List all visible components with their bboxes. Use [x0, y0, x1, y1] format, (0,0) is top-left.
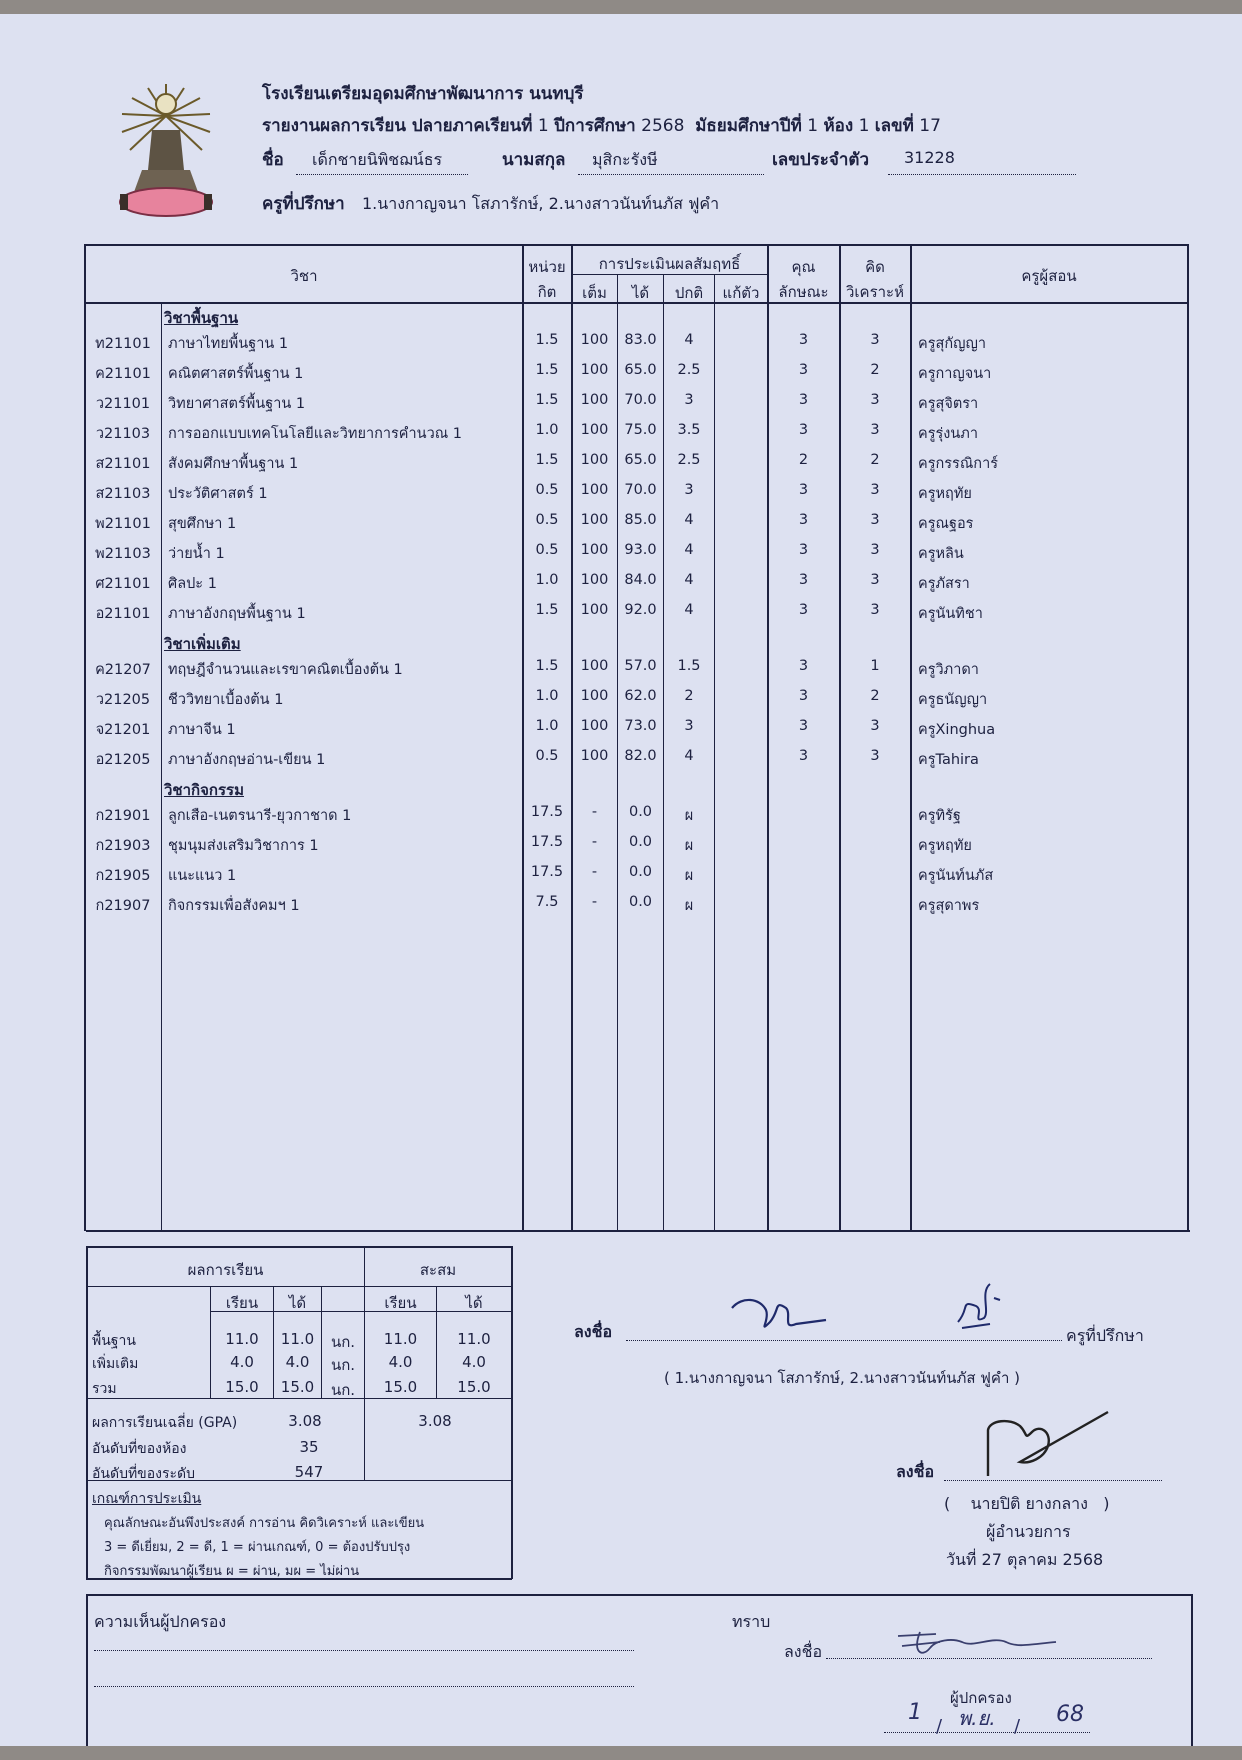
- credit: 1.0: [535, 572, 559, 588]
- gpa-value: 3.08: [288, 1412, 322, 1430]
- credit: 1.5: [535, 362, 559, 378]
- summary-got: 11.0: [280, 1330, 315, 1348]
- credit: 1.5: [535, 392, 559, 408]
- teacher: ครูกรรณิการ์: [918, 456, 999, 472]
- grade: 3: [684, 718, 694, 734]
- subject-code: พ21101: [95, 516, 151, 532]
- summary-unit: นก.: [330, 1333, 356, 1351]
- grade: 3: [684, 482, 694, 498]
- summary-study: 15.0: [225, 1378, 259, 1396]
- full-score: 100: [580, 748, 609, 764]
- subject-code: จ21201: [95, 722, 151, 738]
- characteristic: 3: [798, 392, 809, 408]
- advisor-names: 1.นางกาญจนา โสภารักษ์, 2.นางสาวนันท์นภัส ฟูคำ: [362, 194, 720, 213]
- teacher: ครูธนัญญา: [918, 692, 988, 708]
- header-fix: แก้ตัว: [722, 284, 760, 302]
- subject-code: อ21205: [95, 752, 151, 768]
- characteristic: 3: [798, 602, 809, 618]
- characteristic: 2: [798, 452, 809, 468]
- header-think-1: คิด: [865, 258, 885, 276]
- summary-study-header: เรียน: [225, 1294, 259, 1312]
- score: 70.0: [624, 392, 657, 408]
- level-rank-value: 547: [294, 1463, 324, 1481]
- advisor-sign-label: ลงชื่อ: [574, 1322, 613, 1341]
- level-rank-label: อันดับที่ของระดับ: [92, 1466, 196, 1482]
- teacher: ครูTahira: [918, 752, 979, 768]
- full-score: -: [591, 864, 598, 880]
- summary-unit: นก.: [330, 1381, 356, 1399]
- credit: 17.5: [530, 804, 564, 820]
- characteristic: 3: [798, 688, 809, 704]
- characteristic: 3: [798, 512, 809, 528]
- thinking: 2: [870, 362, 880, 378]
- thinking: 3: [870, 748, 880, 764]
- section-title: วิชากิจกรรม: [164, 781, 244, 799]
- grade: 3: [684, 392, 694, 408]
- characteristic: 3: [798, 572, 809, 588]
- subject-code: ว21205: [95, 692, 151, 708]
- full-score: 100: [580, 482, 609, 498]
- subject-code: ก21905: [95, 868, 151, 884]
- criteria-title: เกณฑ์การประเมิน: [92, 1491, 202, 1507]
- thinking: 3: [870, 482, 880, 498]
- advisor-label: ครูที่ปรึกษา: [262, 194, 345, 214]
- score: 93.0: [624, 542, 657, 558]
- thinking: 3: [870, 602, 880, 618]
- parent-date-year: 68: [1056, 1702, 1084, 1727]
- subject-name: ว่ายน้ำ 1: [168, 546, 225, 562]
- score: 65.0: [624, 362, 657, 378]
- score: 65.0: [624, 452, 657, 468]
- thinking: 3: [870, 572, 880, 588]
- subject-name: ภาษาอังกฤษอ่าน-เขียน 1: [168, 752, 326, 768]
- characteristic: 3: [798, 748, 809, 764]
- credit: 7.5: [535, 894, 559, 910]
- teacher: ครูสุกัญญา: [918, 336, 986, 352]
- advisor-role: ครูที่ปรึกษา: [1066, 1326, 1144, 1345]
- subject-code: ว21101: [95, 396, 151, 412]
- summary-study: 11.0: [225, 1330, 259, 1348]
- student-surname: มุสิกะรังษี: [592, 150, 658, 169]
- characteristic: 3: [798, 422, 809, 438]
- summary-acc-study-header: เรียน: [384, 1294, 417, 1312]
- summary-acc-got: 15.0: [457, 1378, 491, 1396]
- header-subject: วิชา: [290, 267, 318, 285]
- credit: 1.5: [535, 602, 559, 618]
- teacher: ครูณฐอร: [918, 516, 974, 532]
- score: 0.0: [628, 834, 653, 850]
- thinking: 3: [870, 392, 880, 408]
- score: 84.0: [624, 572, 657, 588]
- grade: 3.5: [677, 422, 701, 438]
- thinking: 3: [870, 422, 880, 438]
- full-score: 100: [580, 392, 609, 408]
- grade: 4: [684, 542, 694, 558]
- teacher: ครูสุดาพร: [918, 898, 980, 914]
- surname-label: นามสกุล: [502, 150, 566, 170]
- summary-accum-header: สะสม: [419, 1261, 457, 1279]
- student-name: เด็กชายนิพิชฌน์ธร: [312, 150, 443, 169]
- header-normal: ปกติ: [674, 284, 704, 302]
- grade: ผ: [684, 808, 694, 824]
- thinking: 1: [870, 658, 880, 674]
- teacher: ครูนันท์นภัส: [918, 868, 994, 884]
- summary-acc-study: 11.0: [383, 1330, 418, 1348]
- header-char-1: คุณ: [791, 258, 816, 276]
- score: 73.0: [624, 718, 657, 734]
- date-separator: /: [1014, 1716, 1021, 1737]
- subject-code: อ21101: [95, 606, 151, 622]
- advisor-sign-names: ( 1.นางกาญจนา โสภารักษ์, 2.นางสาวนันท์นภัส ฟูคำ ): [664, 1369, 1021, 1387]
- credit: 1.0: [535, 422, 559, 438]
- header-credit-1: หน่วย: [528, 258, 566, 276]
- subject-code: ว21103: [95, 426, 151, 442]
- id-label: เลขประจำตัว: [772, 150, 869, 170]
- teacher: ครูทิรัฐ: [918, 808, 961, 824]
- full-score: 100: [580, 332, 609, 348]
- teacher: ครูหฤทัย: [918, 486, 972, 502]
- credit: 17.5: [530, 864, 564, 880]
- summary-acc-got: 11.0: [457, 1330, 491, 1348]
- header-teacher: ครูผู้สอน: [1021, 267, 1077, 285]
- subject-name: การออกแบบเทคโนโลยีและวิทยาการคำนวณ 1: [168, 426, 462, 442]
- subject-name: ภาษาไทยพื้นฐาน 1: [168, 336, 289, 352]
- subject-name: ประวัติศาสตร์ 1: [168, 486, 268, 502]
- class-rank-label: อันดับที่ของห้อง: [92, 1441, 187, 1457]
- student-id: 31228: [904, 148, 955, 167]
- subject-code: ก21907: [95, 898, 151, 914]
- characteristic: 3: [798, 658, 809, 674]
- director-name: ( นายปิติ ยางกลาง ): [944, 1494, 1110, 1513]
- summary-acc-study: 15.0: [383, 1378, 418, 1396]
- teacher: ครูสุจิตรา: [918, 396, 979, 412]
- teacher: ครูXinghua: [918, 722, 996, 738]
- header-got: ได้: [631, 284, 650, 302]
- section-title: วิชาพื้นฐาน: [164, 309, 239, 327]
- header-char-2: ลักษณะ: [778, 283, 829, 301]
- subject-name: ภาษาอังกฤษพื้นฐาน 1: [168, 606, 306, 622]
- subject-name: ศิลปะ 1: [168, 576, 217, 592]
- score: 62.0: [624, 688, 657, 704]
- subject-name: ชีววิทยาเบื้องต้น 1: [168, 692, 284, 708]
- thinking: 3: [870, 718, 880, 734]
- class-rank-value: 35: [299, 1438, 319, 1456]
- report-date: วันที่ 27 ตุลาคม 2568: [946, 1550, 1104, 1569]
- parent-ack-label: ทราบ: [732, 1612, 771, 1631]
- thinking: 2: [870, 688, 880, 704]
- full-score: 100: [580, 542, 609, 558]
- teacher: ครูรุ่งนภา: [918, 426, 978, 442]
- director-sign-label: ลงชื่อ: [896, 1462, 935, 1481]
- subject-name: ชุมนุมส่งเสริมวิชาการ 1: [168, 838, 319, 854]
- header-credit-2: กิต: [537, 283, 557, 301]
- credit: 1.5: [535, 332, 559, 348]
- subject-name: สุขศึกษา 1: [168, 516, 237, 532]
- summary-study: 4.0: [230, 1353, 254, 1371]
- credit: 1.0: [535, 718, 559, 734]
- grade: ผ: [684, 898, 694, 914]
- summary-result-header: ผลการเรียน: [187, 1261, 264, 1279]
- subject-code: พ21103: [95, 546, 151, 562]
- credit: 0.5: [535, 542, 559, 558]
- characteristic: 3: [798, 482, 809, 498]
- score: 0.0: [628, 894, 653, 910]
- school-name: โรงเรียนเตรียมอุดมศึกษาพัฒนาการ นนทบุรี: [262, 84, 584, 104]
- subject-code: ค21207: [95, 662, 151, 678]
- teacher: ครูหฤทัย: [918, 838, 972, 854]
- grade: 4: [684, 748, 694, 764]
- grade: ผ: [684, 838, 694, 854]
- report-title: รายงานผลการเรียน ปลายภาคเรียนที่ 1 ปีการศึกษา 2568 มัธยมศึกษาปีที่ 1 ห้อง 1 เลขที่ 17: [262, 116, 941, 136]
- score: 82.0: [624, 748, 657, 764]
- score: 0.0: [628, 804, 653, 820]
- parent-role: ผู้ปกครอง: [950, 1689, 1012, 1707]
- subject-code: ก21901: [95, 808, 151, 824]
- parent-comment-label: ความเห็นผู้ปกครอง: [94, 1612, 227, 1631]
- header-assessment: การประเมินผลสัมฤทธิ์: [598, 255, 741, 273]
- summary-got: 4.0: [285, 1353, 310, 1371]
- parent-date-day: 1: [908, 1700, 922, 1725]
- parent-signature: [896, 1622, 1066, 1662]
- thinking: 3: [870, 542, 880, 558]
- grade: 4: [684, 572, 694, 588]
- grade: 4: [684, 602, 694, 618]
- grade: 2.5: [677, 452, 701, 468]
- section-title: วิชาเพิ่มเติม: [164, 635, 241, 653]
- credit: 0.5: [535, 748, 559, 764]
- subject-code: ศ21101: [95, 576, 151, 592]
- grade: 4: [684, 512, 694, 528]
- summary-row-label: พื้นฐาน: [92, 1333, 136, 1349]
- score: 83.0: [624, 332, 657, 348]
- full-score: 100: [580, 572, 609, 588]
- characteristic: 3: [798, 362, 809, 378]
- grade: 2.5: [677, 362, 701, 378]
- header-think-2: วิเคราะห์: [845, 283, 904, 301]
- subject-code: ค21101: [95, 366, 151, 382]
- summary-acc-study: 4.0: [388, 1353, 413, 1371]
- thinking: 2: [870, 452, 880, 468]
- criteria-line-1: คุณลักษณะอันพึงประสงค์ การอ่าน คิดวิเคราะห์ และเขียน: [104, 1516, 425, 1531]
- full-score: 100: [580, 422, 609, 438]
- teacher: ครูภัสรา: [918, 576, 970, 592]
- summary-got-header: ได้: [288, 1294, 307, 1312]
- credit: 1.5: [535, 658, 559, 674]
- grade: 4: [684, 332, 694, 348]
- credit: 1.0: [535, 688, 559, 704]
- characteristic: 3: [798, 332, 809, 348]
- teacher: ครูหลิน: [918, 546, 964, 562]
- subject-code: ส21103: [95, 486, 151, 502]
- score: 75.0: [624, 422, 657, 438]
- advisor-signature-2: [950, 1278, 1010, 1334]
- thinking: 3: [870, 332, 880, 348]
- subject-code: ท21101: [95, 336, 151, 352]
- gpa-accum-value: 3.08: [418, 1412, 452, 1430]
- score: 85.0: [624, 512, 657, 528]
- director-signature: [980, 1406, 1112, 1478]
- advisor-signature-1: [730, 1290, 830, 1342]
- subject-name: สังคมศึกษาพื้นฐาน 1: [168, 456, 299, 472]
- grade: ผ: [684, 868, 694, 884]
- thinking: 3: [870, 512, 880, 528]
- score: 57.0: [624, 658, 657, 674]
- subject-name: ทฤษฎีจำนวนและเรขาคณิตเบื้องต้น 1: [168, 662, 403, 678]
- score: 70.0: [624, 482, 657, 498]
- characteristic: 3: [798, 718, 809, 734]
- teacher: ครูนันทิชา: [918, 606, 983, 622]
- grades-table: [0, 14, 1242, 1254]
- full-score: 100: [580, 718, 609, 734]
- subject-name: คณิตศาสตร์พื้นฐาน 1: [168, 366, 304, 382]
- full-score: 100: [580, 602, 609, 618]
- credit: 1.5: [535, 452, 559, 468]
- full-score: 100: [580, 452, 609, 468]
- director-role: ผู้อำนวยการ: [986, 1522, 1071, 1541]
- credit: 0.5: [535, 512, 559, 528]
- subject-name: แนะแนว 1: [168, 868, 237, 884]
- grade: 2: [684, 688, 694, 704]
- subject-name: ลูกเสือ-เนตรนารี-ยุวกาชาด 1: [168, 808, 352, 824]
- summary-row-label: รวม: [92, 1381, 117, 1397]
- summary-acc-got-header: ได้: [465, 1294, 483, 1312]
- subject-code: ก21903: [95, 838, 151, 854]
- full-score: -: [591, 834, 598, 850]
- credit: 17.5: [530, 834, 564, 850]
- date-separator: /: [936, 1716, 943, 1737]
- gpa-label: ผลการเรียนเฉลี่ย (GPA): [92, 1415, 238, 1431]
- score: 0.0: [628, 864, 653, 880]
- teacher: ครูวิภาดา: [918, 662, 979, 678]
- full-score: 100: [580, 362, 609, 378]
- subject-name: ภาษาจีน 1: [168, 722, 236, 738]
- parent-date-month: พ.ย.: [958, 1706, 996, 1730]
- full-score: 100: [580, 512, 609, 528]
- summary-got: 15.0: [280, 1378, 315, 1396]
- full-score: -: [591, 894, 598, 910]
- subject-name: วิทยาศาสตร์พื้นฐาน 1: [168, 396, 306, 412]
- summary-unit: นก.: [330, 1356, 356, 1374]
- parent-sign-label: ลงชื่อ: [784, 1642, 823, 1661]
- summary-acc-got: 4.0: [462, 1353, 486, 1371]
- teacher: ครูกาญจนา: [918, 366, 992, 382]
- score: 92.0: [624, 602, 657, 618]
- summary-row-label: เพิ่มเติม: [92, 1356, 139, 1372]
- full-score: -: [591, 804, 598, 820]
- header-full: เต็ม: [582, 284, 607, 302]
- characteristic: 3: [798, 542, 809, 558]
- grade: 1.5: [677, 658, 701, 674]
- criteria-line-2: 3 = ดีเยี่ยม, 2 = ดี, 1 = ผ่านเกณฑ์, 0 = ต้องปรับปรุง: [104, 1540, 411, 1555]
- full-score: 100: [580, 688, 609, 704]
- report-paper: [0, 14, 1242, 1746]
- name-label: ชื่อ: [262, 150, 284, 170]
- criteria-line-3: กิจกรรมพัฒนาผู้เรียน ผ = ผ่าน, มผ = ไม่ผ่าน: [104, 1564, 360, 1579]
- subject-code: ส21101: [95, 456, 151, 472]
- credit: 0.5: [535, 482, 559, 498]
- full-score: 100: [580, 658, 609, 674]
- subject-name: กิจกรรมเพื่อสังคมฯ 1: [168, 898, 300, 914]
